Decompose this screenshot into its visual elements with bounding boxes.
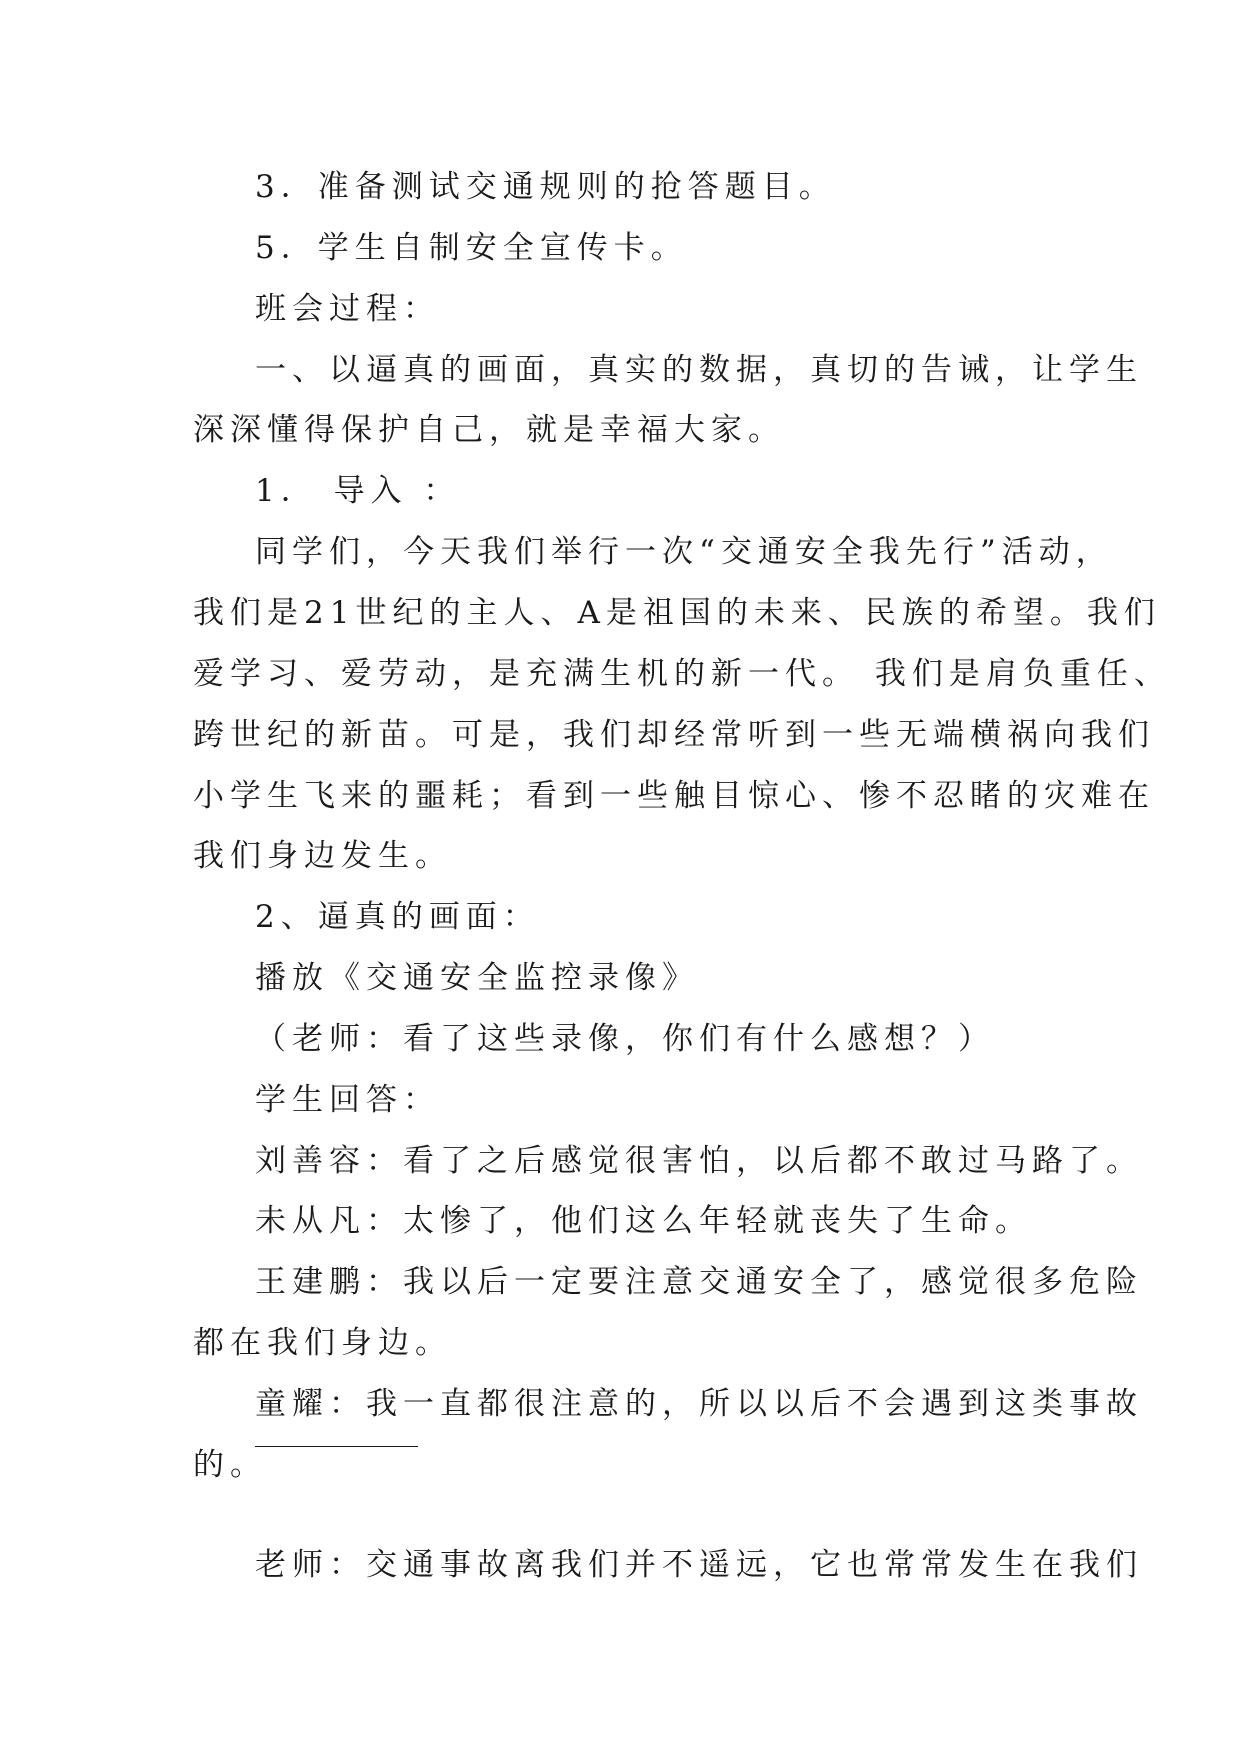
- text-line: 未从凡：太惨了，他们这么年轻就丧失了生命。: [255, 1203, 1032, 1239]
- text-line: 学生回答：: [255, 1082, 440, 1118]
- text-line: 我们是21世纪的主人、A是祖国的未来、民族的希望。我们: [193, 595, 1161, 631]
- text-line: 深深懂得保护自己，就是幸福大家。: [193, 412, 785, 448]
- text-line: 播放《交通安全监控录像》: [255, 960, 699, 996]
- separator-line: [255, 1446, 418, 1447]
- text-line: 王建鹏：我以后一定要注意交通安全了，感觉很多危险: [255, 1264, 1143, 1300]
- text-line: （老师：看了这些录像，你们有什么感想？）: [255, 1021, 995, 1057]
- text-line: 3．准备测试交通规则的抢答题目。: [255, 169, 836, 205]
- text-line: 爱学习、爱劳动，是充满生机的新一代。 我们是肩负重任、: [193, 656, 1171, 692]
- text-line: 1． 导入 ：: [255, 473, 461, 509]
- text-line: 班会过程：: [255, 291, 440, 327]
- text-line: 一、以逼真的画面，真实的数据，真切的告诫，让学生: [255, 352, 1143, 388]
- text-line: 5．学生自制安全宣传卡。: [255, 230, 688, 266]
- text-line: 我们身边发生。: [193, 838, 452, 874]
- text-line: 童耀：我一直都很注意的，所以以后不会遇到这类事故: [255, 1386, 1143, 1422]
- text-line: 都在我们身边。: [193, 1325, 452, 1361]
- text-line: 小学生飞来的噩耗；看到一些触目惊心、惨不忍睹的灾难在: [193, 778, 1155, 814]
- text-line: 刘善容：看了之后感觉很害怕，以后都不敢过马路了。: [255, 1143, 1143, 1179]
- text-line: 2、逼真的画面：: [255, 899, 540, 935]
- text-line: 同学们，今天我们举行一次“交通安全我先行”活动，: [255, 534, 1113, 570]
- text-line: 老师：交通事故离我们并不遥远，它也常常发生在我们: [255, 1547, 1143, 1583]
- text-line: 跨世纪的新苗。可是，我们却经常听到一些无端横祸向我们: [193, 717, 1155, 753]
- text-line: 的。: [193, 1447, 267, 1483]
